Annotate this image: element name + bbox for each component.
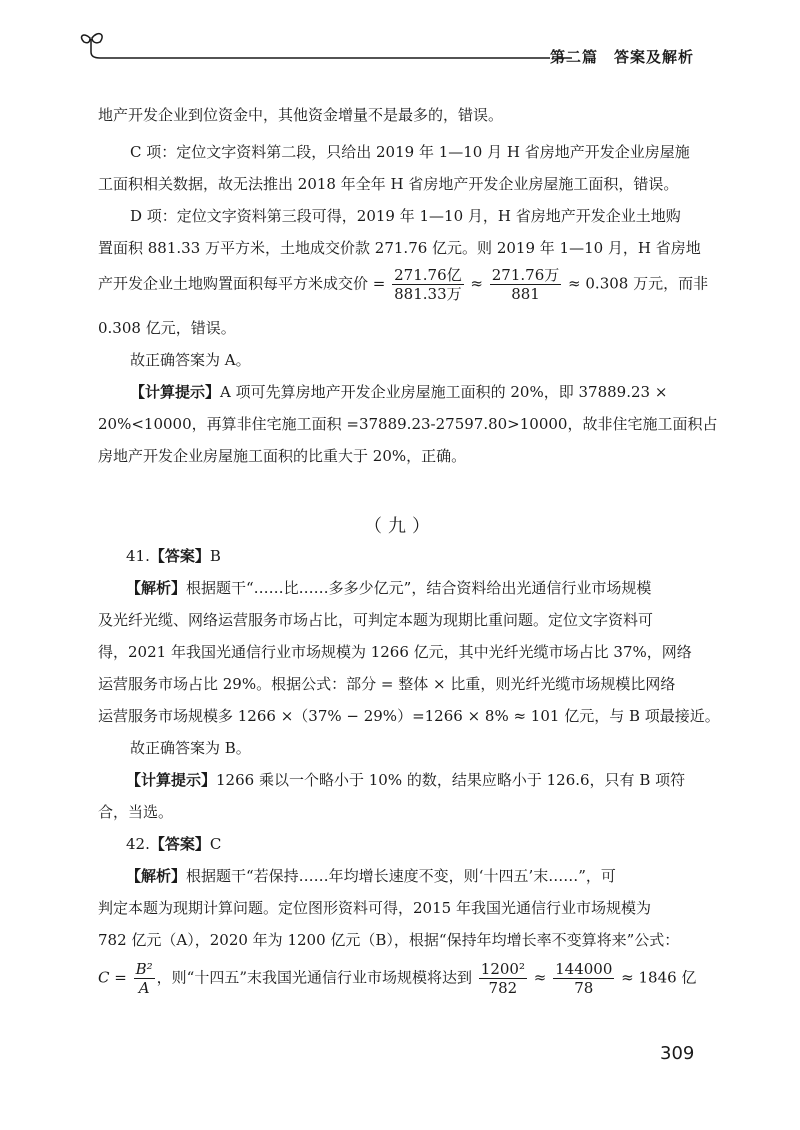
hint-label: 【计算提示】: [126, 771, 217, 789]
page-header: [0, 0, 800, 80]
fraction-numerator: 271.76亿: [394, 266, 462, 284]
analysis-label: 【解析】: [126, 867, 187, 885]
fraction-denominator: 881.33万: [394, 285, 462, 303]
text-line: 地产开发企业到位资金中，其他资金增量不是最多的，错误。: [98, 106, 504, 124]
fraction: [134, 960, 155, 997]
fraction: [479, 960, 527, 997]
analysis-label: 【解析】: [126, 579, 187, 597]
text-line: 故正确答案为 B。: [130, 739, 251, 757]
text-line: 运营服务市场规模多 1266 ×（37% − 29%）=1266 × 8% ≈ 101 亿元，与 B 项最接近。: [98, 707, 720, 725]
question-number: 41.: [126, 547, 150, 565]
text-line: 运营服务市场占比 29%。根据公式：部分 = 整体 × 比重，则光纤光缆市场规模比网络: [98, 675, 676, 693]
text-line: 工面积相关数据，故无法推出 2018 年全年 H 省房地产开发企业房屋施工面积，错误。: [98, 175, 679, 193]
fraction-numerator: 271.76万: [491, 266, 560, 284]
analysis-text: 根据题干“若保持……年均增长速度不变，则‘十四五’末……”，可: [186, 867, 616, 885]
chapter-title: 第二篇 答案及解析: [549, 48, 694, 66]
text-line: D 项：定位文字资料第三段可得，2019 年 1—10 月，H 省房地产开发企业土地购: [130, 207, 681, 225]
q42-answer-line: [126, 834, 726, 854]
formula-suffix: ≈ 0.308 万元，而非: [568, 274, 709, 293]
fraction-denominator: 782: [488, 979, 518, 997]
text-line: 及光纤光缆、网络运营服务市场占比，可判定本题为现期比重问题。定位文字资料可: [98, 611, 654, 629]
hint-label: 【计算提示】: [130, 383, 221, 401]
analysis-line: [126, 866, 726, 886]
hint-line: [126, 770, 726, 790]
fraction-denominator: 881: [511, 285, 540, 303]
text-line: 20%<10000，再算非住宅施工面积 =37889.23-27597.80>10000，故非住宅施工面积占: [98, 415, 718, 433]
approx-sign: ≈: [533, 968, 547, 987]
formula-end: ≈ 1846 亿: [621, 968, 697, 987]
text-line: C 项：定位文字资料第二段，只给出 2019 年 1—10 月 H 省房地产开发企业房屋施: [130, 143, 690, 161]
fraction-numerator: B²: [135, 960, 153, 978]
fraction-denominator: 78: [574, 979, 594, 997]
answer-value: C: [209, 835, 222, 853]
section-title: （九）: [364, 516, 436, 537]
hint-line: [130, 382, 730, 402]
formula-c: C =: [98, 968, 127, 987]
analysis-text: 根据题干“……比……多多少亿元”，结合资料给出光通信行业市场规模: [186, 579, 652, 597]
fraction-numerator: 144000: [555, 960, 613, 978]
approx-sign: ≈: [470, 274, 483, 293]
page-number: 309: [660, 1043, 695, 1064]
text-line: 782 亿元（A），2020 年为 1200 亿元（B），根据“保持年均增长率不变算将来”公式：: [98, 931, 680, 949]
fraction: [392, 266, 464, 303]
text-line: 0.308 亿元，错误。: [98, 319, 236, 337]
formula-line: [98, 960, 698, 997]
text-line: 故正确答案为 A。: [130, 351, 251, 369]
text-line: 得，2021 年我国光通信行业市场规模为 1266 亿元，其中光纤光缆市场占比 37%，网络: [98, 643, 692, 661]
text-line: 判定本题为现期计算问题。定位图形资料可得，2015 年我国光通信行业市场规模为: [98, 899, 651, 917]
fraction-numerator: 1200²: [480, 960, 525, 978]
fraction: [553, 960, 614, 997]
text-line: 房地产开发企业房屋施工面积的比重大于 20%，正确。: [98, 447, 467, 465]
question-number: 42.: [126, 835, 150, 853]
answer-label: 【答案】: [149, 835, 210, 853]
text-line: 置面积 881.33 万平方米，土地成交价款 271.76 亿元。则 2019 年 1—10 月，H 省房地: [98, 239, 701, 257]
answer-value: B: [209, 547, 221, 565]
text-line: 合，当选。: [98, 803, 174, 821]
fraction-denominator: A: [138, 979, 150, 997]
formula-prefix: 产开发企业土地购置面积每平方米成交价 =: [98, 274, 386, 293]
formula-line: [98, 266, 709, 303]
answer-label: 【答案】: [149, 547, 210, 565]
formula-middle: ，则“十四五”末我国光通信行业市场规模将达到: [156, 968, 472, 987]
hint-text: 1266 乘以一个略小于 10% 的数，结果应略小于 126.6，只有 B 项符: [216, 771, 686, 789]
fraction: [490, 266, 562, 303]
hint-text: A 项可先算房地产开发企业房屋施工面积的 20%，即 37889.23 ×: [220, 383, 668, 401]
q41-answer-line: [126, 546, 726, 566]
analysis-line: [126, 578, 726, 598]
